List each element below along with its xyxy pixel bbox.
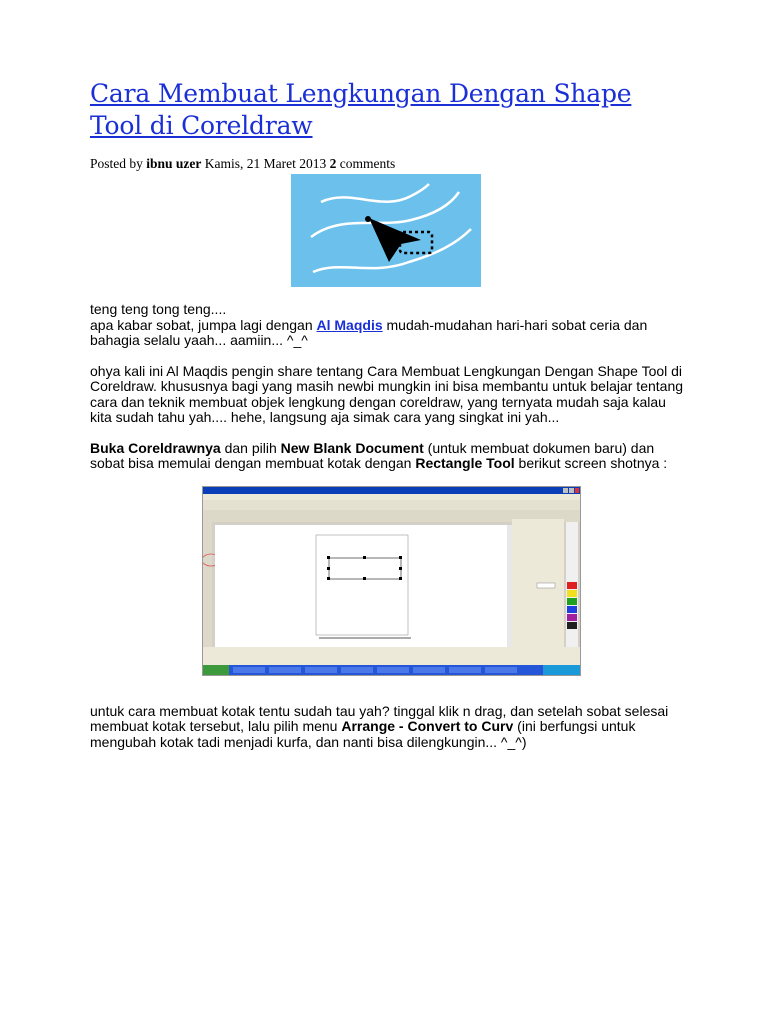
status-bar — [203, 655, 580, 665]
palette-swatch-red — [567, 582, 577, 589]
page-shadow — [319, 637, 411, 639]
bold-new-blank-document: New Blank Document — [280, 439, 424, 456]
close-icon — [575, 488, 579, 493]
vertical-scrollbar — [507, 525, 512, 647]
palette-swatch-blue — [567, 606, 577, 613]
handle — [399, 577, 402, 580]
start-button — [203, 665, 229, 675]
bold-arrange-convert: Arrange - Convert to Curv — [341, 718, 514, 734]
toolbar — [203, 500, 580, 510]
para3-text3: berikut screen shotnya : — [514, 455, 668, 471]
handle — [363, 556, 366, 559]
para3-text1: dan pilih — [220, 439, 281, 456]
author-name[interactable]: ibnu uzer — [146, 156, 202, 171]
byline-prefix: Posted by — [90, 156, 147, 171]
taskbar-button — [485, 667, 517, 673]
titlebar — [203, 487, 580, 494]
minimize-icon — [563, 488, 568, 493]
article — [90, 78, 690, 750]
handle — [399, 567, 402, 570]
palette-swatch-green — [567, 598, 577, 605]
post-body — [90, 302, 690, 472]
post-body-continued — [90, 704, 690, 751]
intro-text-a: apa kabar sobat, jumpa lagi dengan — [90, 316, 317, 333]
page-navigator — [203, 647, 580, 655]
handle — [363, 577, 366, 580]
coreldraw-window-illustration — [203, 487, 580, 675]
comment-count[interactable]: 2 — [329, 156, 337, 171]
toolbox — [203, 522, 212, 652]
node-point — [365, 216, 371, 222]
taskbar-button — [377, 667, 409, 673]
al-maqdis-link[interactable]: Al Maqdis — [316, 316, 383, 333]
taskbar-button — [269, 667, 301, 673]
coreldraw-screenshot — [202, 486, 581, 676]
shape-tool-illustration — [291, 174, 481, 287]
hero-image — [291, 174, 481, 287]
system-tray — [543, 665, 580, 675]
menubar — [203, 494, 580, 500]
paragraph-4 — [90, 704, 690, 751]
taskbar-button — [449, 667, 481, 673]
paragraph-3 — [90, 441, 690, 472]
post-title[interactable]: Cara Membuat Lengkungan Dengan Shape Tool di Coreldraw — [90, 79, 632, 140]
bold-rectangle-tool: Rectangle Tool — [415, 455, 515, 471]
taskbar-button — [233, 667, 265, 673]
document-page — [316, 535, 408, 635]
taskbar-button — [305, 667, 337, 673]
comments-label[interactable]: comments — [336, 156, 396, 171]
para3-text2: (untuk membuat dokumen baru) dan sobat bisa memulai dengan membuat kotak dengan — [90, 439, 655, 471]
taskbar-button — [413, 667, 445, 673]
palette-swatch-purple — [567, 614, 577, 621]
post-date: Kamis, 21 Maret 2013 — [201, 156, 330, 171]
palette-swatch-black — [567, 622, 577, 629]
handle — [327, 567, 330, 570]
intro-line1: teng teng tong teng.... — [90, 301, 227, 317]
intro-line2 — [90, 318, 690, 349]
taskbar-button — [341, 667, 373, 673]
paragraph-2: ohya kali ini Al Maqdis pengin share tentang Cara Membuat Lengkungan Dengan Shape Tool di Coreldraw. khususnya bagi yang masih newbi mungkin ini bisa membantu untuk belajar tentang cara dan teknik membuat objek lengkung dengan coreldraw, yang ternyata mudah saja kalau kita sudah tahu yah.... hehe, langsung aja simak cara yang singkat ini yah... — [90, 362, 684, 425]
handle — [327, 577, 330, 580]
intro-text-b: mudah-mudahan hari-hari sobat ceria dan bahagia selalu yaah... aamiin... ^_^ — [90, 316, 648, 348]
maximize-icon — [569, 488, 574, 493]
bold-buka-coreldraw: Buka Coreldrawnya — [90, 439, 221, 456]
para4-text1: untuk cara membuat kotak tentu sudah tau yah? tinggal klik n drag, dan setelah sobat selesai membuat kotak tersebut, lalu pilih menu — [90, 702, 669, 734]
handle — [327, 556, 330, 559]
handle — [399, 556, 402, 559]
para4-text2: (ini berfungsi untuk mengubah kotak tadi menjadi kurfa, dan nanti bisa dilengkungin... ^_^) — [90, 718, 636, 750]
apply-button — [537, 583, 555, 588]
post-byline — [90, 156, 690, 172]
palette-swatch-yellow — [567, 590, 577, 597]
